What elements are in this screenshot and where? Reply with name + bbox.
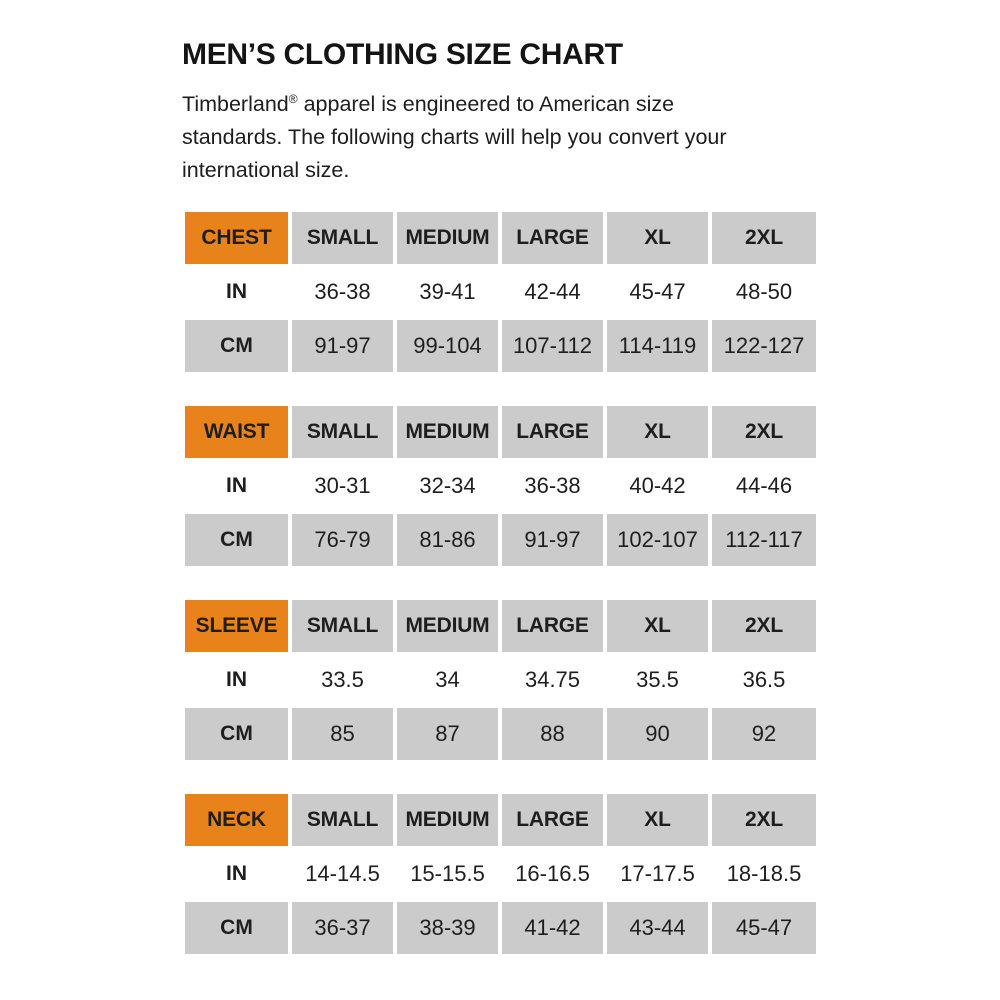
size-table-sleeve <box>185 600 816 760</box>
sleeve-cm-medium: 87 <box>397 708 498 760</box>
sleeve-in-medium: 34 <box>435 667 460 692</box>
size-header-xl: XL <box>607 406 708 458</box>
brand-name: Timberland <box>182 92 289 116</box>
unit-label-in: IN <box>226 862 247 885</box>
chest-in-medium: 39-41 <box>419 279 476 304</box>
sleeve-cm-large: 88 <box>502 708 603 760</box>
size-table-chest <box>185 212 816 372</box>
chest-cm-large: 107-112 <box>502 320 603 372</box>
size-header-2xl: 2XL <box>712 212 816 264</box>
size-table-waist <box>185 406 816 566</box>
waist-cm-large: 91-97 <box>502 514 603 566</box>
table-label-waist: WAIST <box>185 406 288 458</box>
size-table-neck <box>185 794 816 954</box>
sleeve-in-small: 33.5 <box>321 667 364 692</box>
registered-trademark-symbol: ® <box>288 91 298 106</box>
waist-in-medium: 32-34 <box>419 473 476 498</box>
unit-label-in: IN <box>226 474 247 497</box>
chest-cm-medium: 99-104 <box>397 320 498 372</box>
size-header-xl: XL <box>607 212 708 264</box>
size-header-2xl: 2XL <box>712 794 816 846</box>
chest-in-xl: 45-47 <box>629 279 686 304</box>
size-header-small: SMALL <box>292 600 393 652</box>
waist-cm-2xl: 112-117 <box>712 514 816 566</box>
size-header-small: SMALL <box>292 406 393 458</box>
size-header-2xl: 2XL <box>712 406 816 458</box>
unit-label-cm: CM <box>185 320 288 372</box>
neck-cm-xl: 43-44 <box>607 902 708 954</box>
chest-cm-2xl: 122-127 <box>712 320 816 372</box>
intro-paragraph <box>182 88 782 187</box>
unit-label-in: IN <box>226 668 247 691</box>
sleeve-in-xl: 35.5 <box>636 667 679 692</box>
unit-label-in: IN <box>226 280 247 303</box>
table-label-neck: NECK <box>185 794 288 846</box>
waist-cm-small: 76-79 <box>292 514 393 566</box>
size-header-xl: XL <box>607 794 708 846</box>
chest-cm-xl: 114-119 <box>607 320 708 372</box>
waist-in-2xl: 44-46 <box>735 473 793 498</box>
chest-in-large: 42-44 <box>524 279 581 304</box>
table-label-sleeve: SLEEVE <box>185 600 288 652</box>
intro-line1-rest: apparel is engineered to American size <box>297 92 675 116</box>
size-header-small: SMALL <box>292 794 393 846</box>
size-header-medium: MEDIUM <box>397 600 498 652</box>
neck-in-small: 14-14.5 <box>305 861 380 886</box>
waist-in-large: 36-38 <box>524 473 581 498</box>
size-header-large: LARGE <box>502 212 603 264</box>
intro-line3: international size. <box>182 158 350 182</box>
size-header-large: LARGE <box>502 406 603 458</box>
sleeve-cm-2xl: 92 <box>712 708 816 760</box>
chest-cm-small: 91-97 <box>292 320 393 372</box>
waist-cm-xl: 102-107 <box>607 514 708 566</box>
waist-in-xl: 40-42 <box>629 473 686 498</box>
neck-cm-small: 36-37 <box>292 902 393 954</box>
neck-cm-medium: 38-39 <box>397 902 498 954</box>
unit-label-cm: CM <box>185 708 288 760</box>
page-title: MEN’S CLOTHING SIZE CHART <box>182 38 623 71</box>
size-header-xl: XL <box>607 600 708 652</box>
intro-line2: standards. The following charts will help you convert your <box>182 125 727 149</box>
neck-cm-large: 41-42 <box>502 902 603 954</box>
size-header-medium: MEDIUM <box>397 794 498 846</box>
size-header-2xl: 2XL <box>712 600 816 652</box>
waist-cm-medium: 81-86 <box>397 514 498 566</box>
sleeve-in-2xl: 36.5 <box>742 667 786 692</box>
size-tables <box>185 212 816 988</box>
neck-in-xl: 17-17.5 <box>620 861 695 886</box>
table-label-chest: CHEST <box>185 212 288 264</box>
neck-cm-2xl: 45-47 <box>712 902 816 954</box>
size-header-medium: MEDIUM <box>397 212 498 264</box>
sleeve-in-large: 34.75 <box>524 667 581 692</box>
unit-label-cm: CM <box>185 902 288 954</box>
waist-in-small: 30-31 <box>314 473 371 498</box>
chest-in-2xl: 48-50 <box>735 279 793 304</box>
size-header-small: SMALL <box>292 212 393 264</box>
neck-in-large: 16-16.5 <box>515 861 590 886</box>
size-header-large: LARGE <box>502 600 603 652</box>
neck-in-2xl: 18-18.5 <box>726 861 802 886</box>
chest-in-small: 36-38 <box>314 279 371 304</box>
sleeve-cm-xl: 90 <box>607 708 708 760</box>
size-header-large: LARGE <box>502 794 603 846</box>
size-header-medium: MEDIUM <box>397 406 498 458</box>
neck-in-medium: 15-15.5 <box>410 861 485 886</box>
sleeve-cm-small: 85 <box>292 708 393 760</box>
unit-label-cm: CM <box>185 514 288 566</box>
